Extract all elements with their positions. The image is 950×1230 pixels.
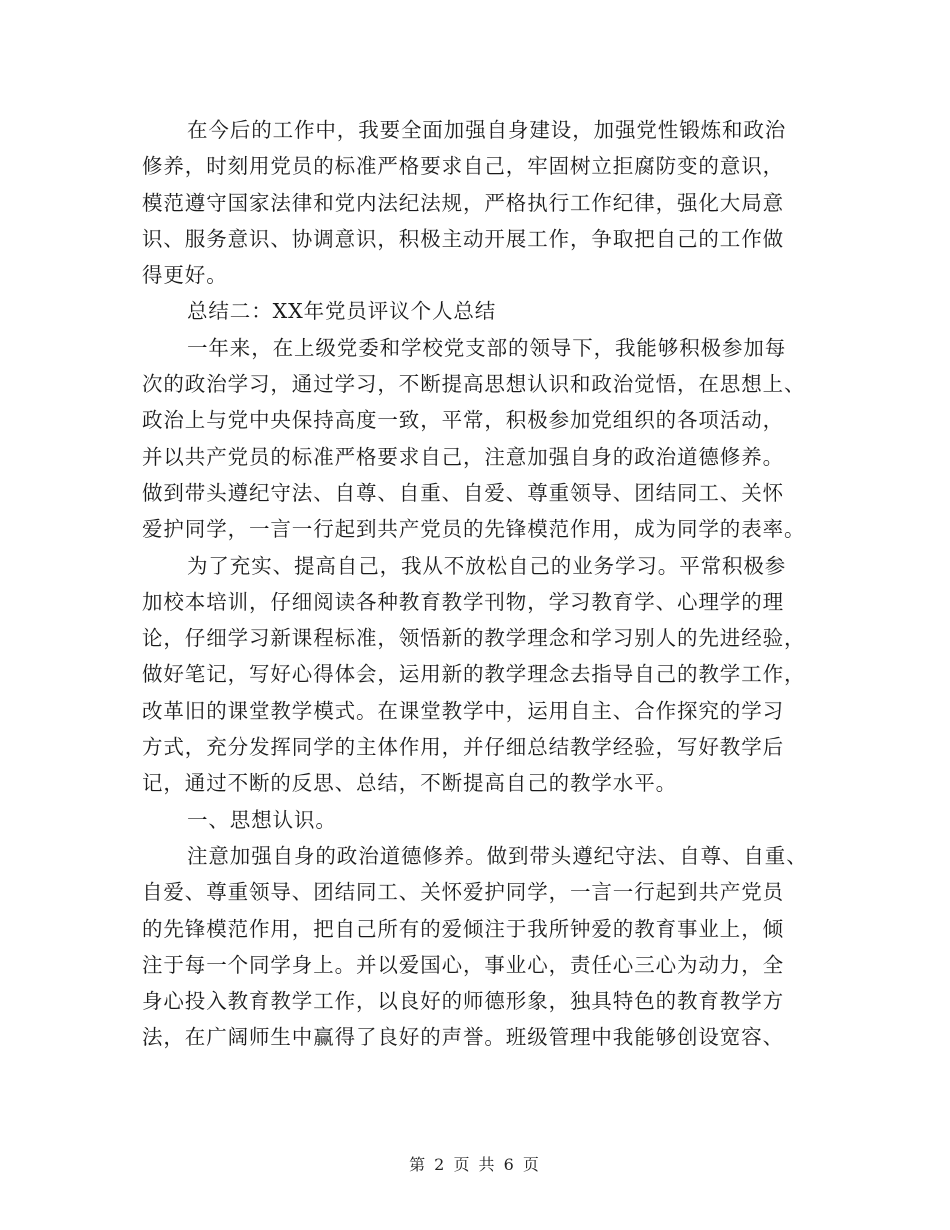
text-line: 政治上与党中央保持高度一致，平常，积极参加党组织的各项活动， [142, 408, 784, 433]
text-line: 一年来，在上级党委和学校党支部的领导下，我能够积极参加每 [187, 335, 787, 360]
text-line: 得更好。 [142, 263, 228, 288]
text-line: 识、服务意识、协调意识，积极主动开展工作，争取把自己的工作做 [142, 226, 784, 251]
document-body [142, 112, 810, 1056]
text-line: 并以共产党员的标准严格要求自己，注意加强自身的政治道德修养。 [142, 444, 784, 469]
text-line: 模范遵守国家法律和党内法纪法规，严格执行工作纪律，强化大局意 [142, 190, 784, 215]
text-line: 在今后的工作中，我要全面加强自身建设，加强党性锻炼和政治 [187, 118, 787, 142]
text-line: 修养，时刻用党员的标准严格要求自己，牢固树立拒腐防变的意识， [142, 154, 784, 179]
text-line: 做好笔记，写好心得体会，运用新的教学理念去指导自己的教学工作， [142, 662, 806, 687]
text-line: 注于每一个同学身上。并以爱国心，事业心，责任心三心为动力，全 [142, 952, 784, 977]
text-line: 为了充实、提高自己，我从不放松自己的业务学习。平常积极参 [187, 553, 787, 578]
text-line: 身心投入教育教学工作，以良好的师德形象，独具特色的教育教学方 [142, 989, 784, 1014]
section-heading: 总结二：XX年党员评议个人总结 [187, 299, 497, 324]
text-line: 自爱、尊重领导、团结同工、关怀爱护同学，一言一行起到共产党员 [142, 880, 784, 905]
text-line: 的先锋模范作用，把自己所有的爱倾注于我所钟爱的教育事业上，倾 [142, 916, 784, 941]
page-number: 第 2 页 共 6 页 [409, 1155, 541, 1174]
text-line: 爱护同学，一言一行起到共产党员的先锋模范作用，成为同学的表率。 [142, 517, 806, 542]
text-line: 记，通过不断的反思、总结，不断提高自己的教学水平。 [142, 771, 677, 796]
text-line: 次的政治学习，通过学习，不断提高思想认识和政治觉悟，在思想上、 [142, 372, 806, 397]
text-line: 法，在广阔师生中赢得了良好的声誉。班级管理中我能够创设宽容、 [142, 1025, 784, 1050]
text-line: 加校本培训，仔细阅读各种教育教学刊物，学习教育学、心理学的理 [142, 589, 784, 614]
text-line: 方式，充分发挥同学的主体作用，并仔细总结教学经验，写好教学后 [142, 735, 784, 760]
section-heading: 一、思想认识。 [187, 807, 337, 832]
text-line: 改革旧的课堂教学模式。在课堂教学中，运用自主、合作探究的学习 [142, 698, 784, 723]
text-line: 论，仔细学习新课程标准，领悟新的教学理念和学习别人的先进经验， [142, 626, 806, 651]
text-line: 做到带头遵纪守法、自尊、自重、自爱、尊重领导、团结同工、关怀 [142, 480, 784, 505]
text-line: 注意加强自身的政治道德修养。做到带头遵纪守法、自尊、自重、 [187, 843, 808, 868]
